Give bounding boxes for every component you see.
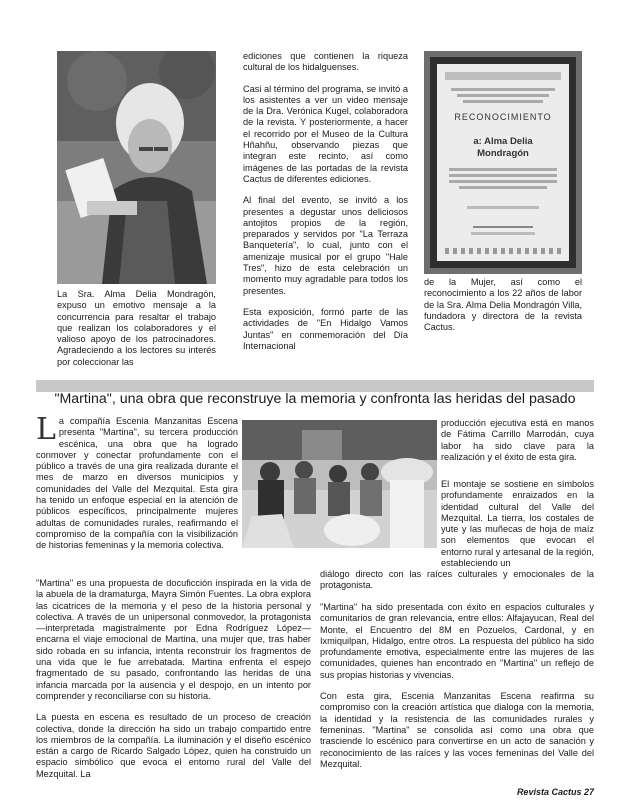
article-right-mid: El montaje se sostiene en símbolos profundamente enraizados en la identidad cultural del Valle del Mezquital. La tierra, los costales de yute y las muñecas de hoja de maíz son elementos que evocan el entorno rural y artesanal de la región, estableciendo un: [441, 479, 594, 569]
paragraph: Esta exposición, formó parte de las actividades de "En Hidalgo Vamos Juntas" en conmemoración del Día Internacional: [243, 306, 408, 351]
paragraph: Al final del evento, se invitó a los presentes a degustar unos deliciosos antojitos propios de la región, preparados y servidos por "La Terraza Banquetería", lo cual, junto con el amenizaje musical por el grupo "Hale Tres", hizo de esta celebración un momento muy agradable para todos los presentes.: [243, 195, 408, 296]
speaker-photo: [57, 51, 216, 284]
recognition-plaque-photo: [424, 51, 582, 274]
paragraph: Casi al término del programa, se invitó a los asistentes a ver un video mensaje de la Dra. Verónica Kugel, colaboradora de la revista. Y posteriormente, a hacer el recorrido por el Museo de la Cultura Hñahñu, observando piezas que integran este recinto, así como imágenes de las portadas de la revista Cactus de diferentes ediciones.: [243, 83, 408, 184]
footer-label: Revista Cactus: [516, 787, 582, 797]
lead-paragraph: a compañía Escenia Manzanitas Escena presenta "Martina", su tercera producción escénica, una obra que ha logrado conmover y conectar profundamente con el público a través de una gira realizada durante el mes de marzo en diversos municipios y comunidades del Valle del Mezquital. Esta gira ha tenido un enfoque especial en la atención de públicos específicos, principalmente mujeres adultas de comunidades rurales, reafirmando el compromiso de la compañía con la visibilización de historias femeninas y la memoria colectiva.: [36, 416, 238, 551]
paragraph: La puesta en escena es resultado de un proceso de creación colectiva, donde la dirección ha sido un trabajo compartido entre los miembros de la compañía. La iluminación y el diseño escénico están a cargo de Ricardo Salgado López, quien ha construido un espacio simbólico que evoca el entorno rural del Valle del Mezquital. La: [36, 712, 311, 779]
paragraph: Con esta gira, Escenia Manzanitas Escena reafirma su compromiso con la creación artística que dialoga con la memoria, la identidad y la resistencia de las comunidades rurales y femeninas. "Martina" se consolida así como una obra que trasciende lo escénico para convertirse en un acto de sanación y reconocimiento de las raíces y las voces femeninas del Valle del Mezquital.: [320, 691, 594, 769]
plaque-name-line2: Mondragón: [477, 148, 529, 159]
plaque-heading: RECONOCIMIENTO: [454, 112, 552, 122]
article-right-top: producción ejecutiva está en manos de Fátima Carrillo Marrodán, cuya labor ha sido clave para la realización y el éxito de esta gira.: [441, 418, 594, 462]
page-number: 27: [583, 787, 594, 797]
top-middle-column: [243, 51, 408, 352]
article-lead: [36, 412, 238, 552]
plaque-name-line1: a: Alma Delia: [473, 136, 533, 147]
article-right-continuation: diálogo directo con las raíces culturales y emocionales de la protagonista.: [320, 569, 594, 591]
drop-cap: L: [36, 412, 56, 447]
plaque-paper: [437, 64, 569, 261]
article-right-column: [320, 602, 594, 770]
paragraph: ediciones que contienen la riqueza cultural de los hidalguenses.: [243, 51, 408, 73]
page-footer: [514, 787, 594, 797]
audience-photo: [242, 420, 437, 548]
paragraph: "Martina" es una propuesta de docuficción inspirada en la vida de la abuela de la dramaturga, Mayra Simón Fuentes. La obra explora las cicatrices de la memoria y el peso de la historia personal y colectiva. A través de un unipersonal conmovedor, la protagonista —interpretada magistralmente por Edna Rodríguez López— encarna el viaje emocional de Martina, una mujer que, tras haber sido robada en su infancia, intenta reconstruir los fragmentos de una vida que le fue arrebatada. Martina enfrenta el espejo fragmentado de su pasado, confrontando las heridas de una infancia marcada por la ausencia y el despojo, en un intento por comprender y reconciliarse con su historia.: [36, 578, 311, 701]
photo-caption: La Sra. Alma Delia Mondragón, expuso un emotivo mensaje a la concurrencia para resaltar el trabajo que realizan los colaboradores y el valioso apoyo de los patrocinadores. Agradeciendo a los lectores su interés por coleccionar las: [57, 289, 216, 367]
paragraph: "Martina" ha sido presentada con éxito en espacios culturales y comunitarios de gran relevancia, entre ellos: Alfajayucan, Real del Monte, el Encuentro del 8M en Pozuelos, Cardonal, y en Ixmiquilpan, Hidalgo, entre otros. La respuesta del público ha sido profundamente emotiva, especialmente entre las mujeres de las comunidades, quienes han encontrado en "Martina" un reflejo de sus propias historias y vivencias.: [320, 602, 594, 680]
top-right-paragraph: de la Mujer, así como el reconocimiento a los 22 años de labor de la Sra. Alma Delia Mondragón Villa, fundadora y directora de la revista Cactus.: [424, 277, 582, 333]
article-title: "Martina", una obra que reconstruye la memoria y confronta las heridas del pasado: [54, 391, 576, 407]
article-left-column: [36, 578, 311, 780]
